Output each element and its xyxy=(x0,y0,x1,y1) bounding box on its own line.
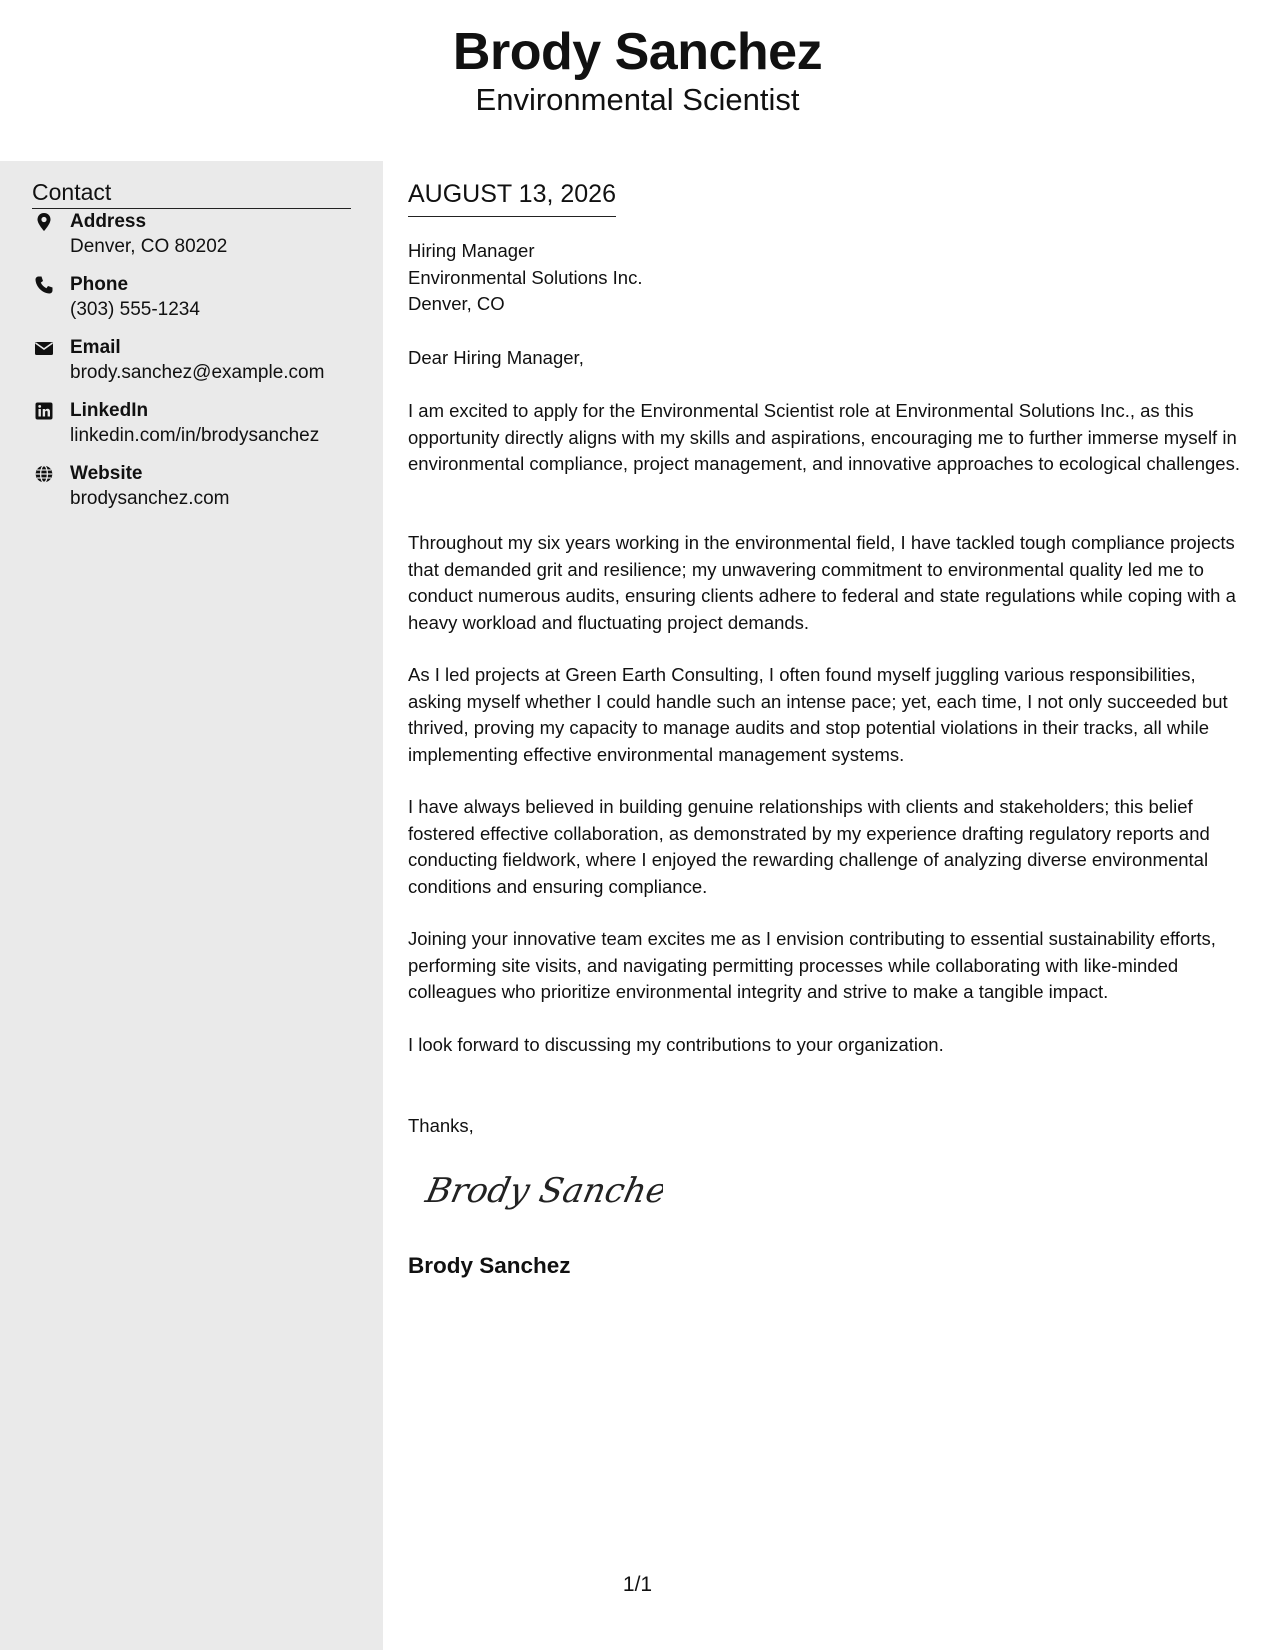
phone-icon xyxy=(34,275,54,295)
contact-phone xyxy=(32,272,372,328)
letter-paragraph: Joining your innovative team excites me as I envision contributing to essential sustainability efforts, performing site visits, and navigating permitting processes while collaborating with like-minded colleagues who prioritize environmental integrity and strive to make a tangible impact. xyxy=(408,928,1216,1002)
letter-paragraph: I have always believed in building genuine relationships with clients and stakeholders; this belief fostered effective collaboration, as demonstrated by my experience drafting regulatory reports and conducting fieldwork, where I enjoyed the rewarding challenge of analyzing diverse environmental conditions and ensuring compliance. xyxy=(408,796,1210,897)
map-pin-icon xyxy=(34,212,54,232)
applicant-name: Brody Sanchez xyxy=(452,23,823,81)
contact-value: (303) 555-1234 xyxy=(70,299,200,320)
contact-label: Website xyxy=(70,463,143,484)
recipient-block xyxy=(408,238,642,318)
applicant-title: Environmental Scientist xyxy=(475,82,800,117)
contact-address xyxy=(32,209,372,265)
recipient-line: Denver, CO xyxy=(408,293,505,314)
contact-label: Address xyxy=(70,211,147,232)
contact-sidebar xyxy=(0,161,383,1650)
contact-label: Email xyxy=(70,337,121,358)
letter-paragraph: Throughout my six years working in the environmental field, I have tackled tough compliance projects that demanded grit and resilience; my unwavering commitment to environmental quality led me to conduct numerous audits, ensuring clients adhere to federal and state regulations while coping with a heavy workload and fluctuating project demands. xyxy=(408,532,1236,633)
letter-paragraph: As I led projects at Green Earth Consulting, I often found myself juggling various responsibilities, asking myself whether I could handle such an intense pace; yet, each time, I not only succeeded but thrived, proving my capacity to manage audits and stop potential violations in their tracks, all while implementing effective environmental management systems. xyxy=(408,664,1228,765)
contact-label: LinkedIn xyxy=(70,400,149,421)
contact-value: brodysanchez.com xyxy=(70,488,230,509)
contact-value: linkedin.com/in/brodysanchez xyxy=(70,425,320,446)
signer-name: Brody Sanchez xyxy=(408,1253,571,1278)
salutation: Dear Hiring Manager, xyxy=(408,347,584,368)
contact-heading: Contact xyxy=(32,177,351,209)
recipient-line: Environmental Solutions Inc. xyxy=(408,266,643,288)
contact-linkedin xyxy=(32,398,372,454)
globe-icon xyxy=(34,464,54,484)
page-number: 1/1 xyxy=(622,1573,653,1596)
contact-email xyxy=(32,335,372,391)
signature-text: Brody Sanchez xyxy=(423,1171,663,1211)
contact-website xyxy=(32,461,372,517)
letter-paragraph: I am excited to apply for the Environmental Scientist role at Environmental Solutions Inc., as this opportunity directly aligns with my skills and aspirations, encouraging me to further immerse myself in environmental compliance, project management, and innovative approaches to ecological challenges. xyxy=(408,400,1240,474)
envelope-icon xyxy=(34,338,54,358)
page-header xyxy=(0,0,1275,161)
closing: Thanks, xyxy=(408,1115,474,1136)
recipient-line: Hiring Manager xyxy=(408,240,535,261)
letter-date: AUGUST 13, 2026 xyxy=(408,178,616,217)
contact-label: Phone xyxy=(70,274,129,295)
signature-image xyxy=(423,1160,663,1220)
contact-value: Denver, CO 80202 xyxy=(70,236,228,257)
contact-value: brody.sanchez@example.com xyxy=(70,362,325,383)
linkedin-icon xyxy=(34,401,54,421)
letter-paragraph: I look forward to discussing my contributions to your organization. xyxy=(408,1034,944,1055)
